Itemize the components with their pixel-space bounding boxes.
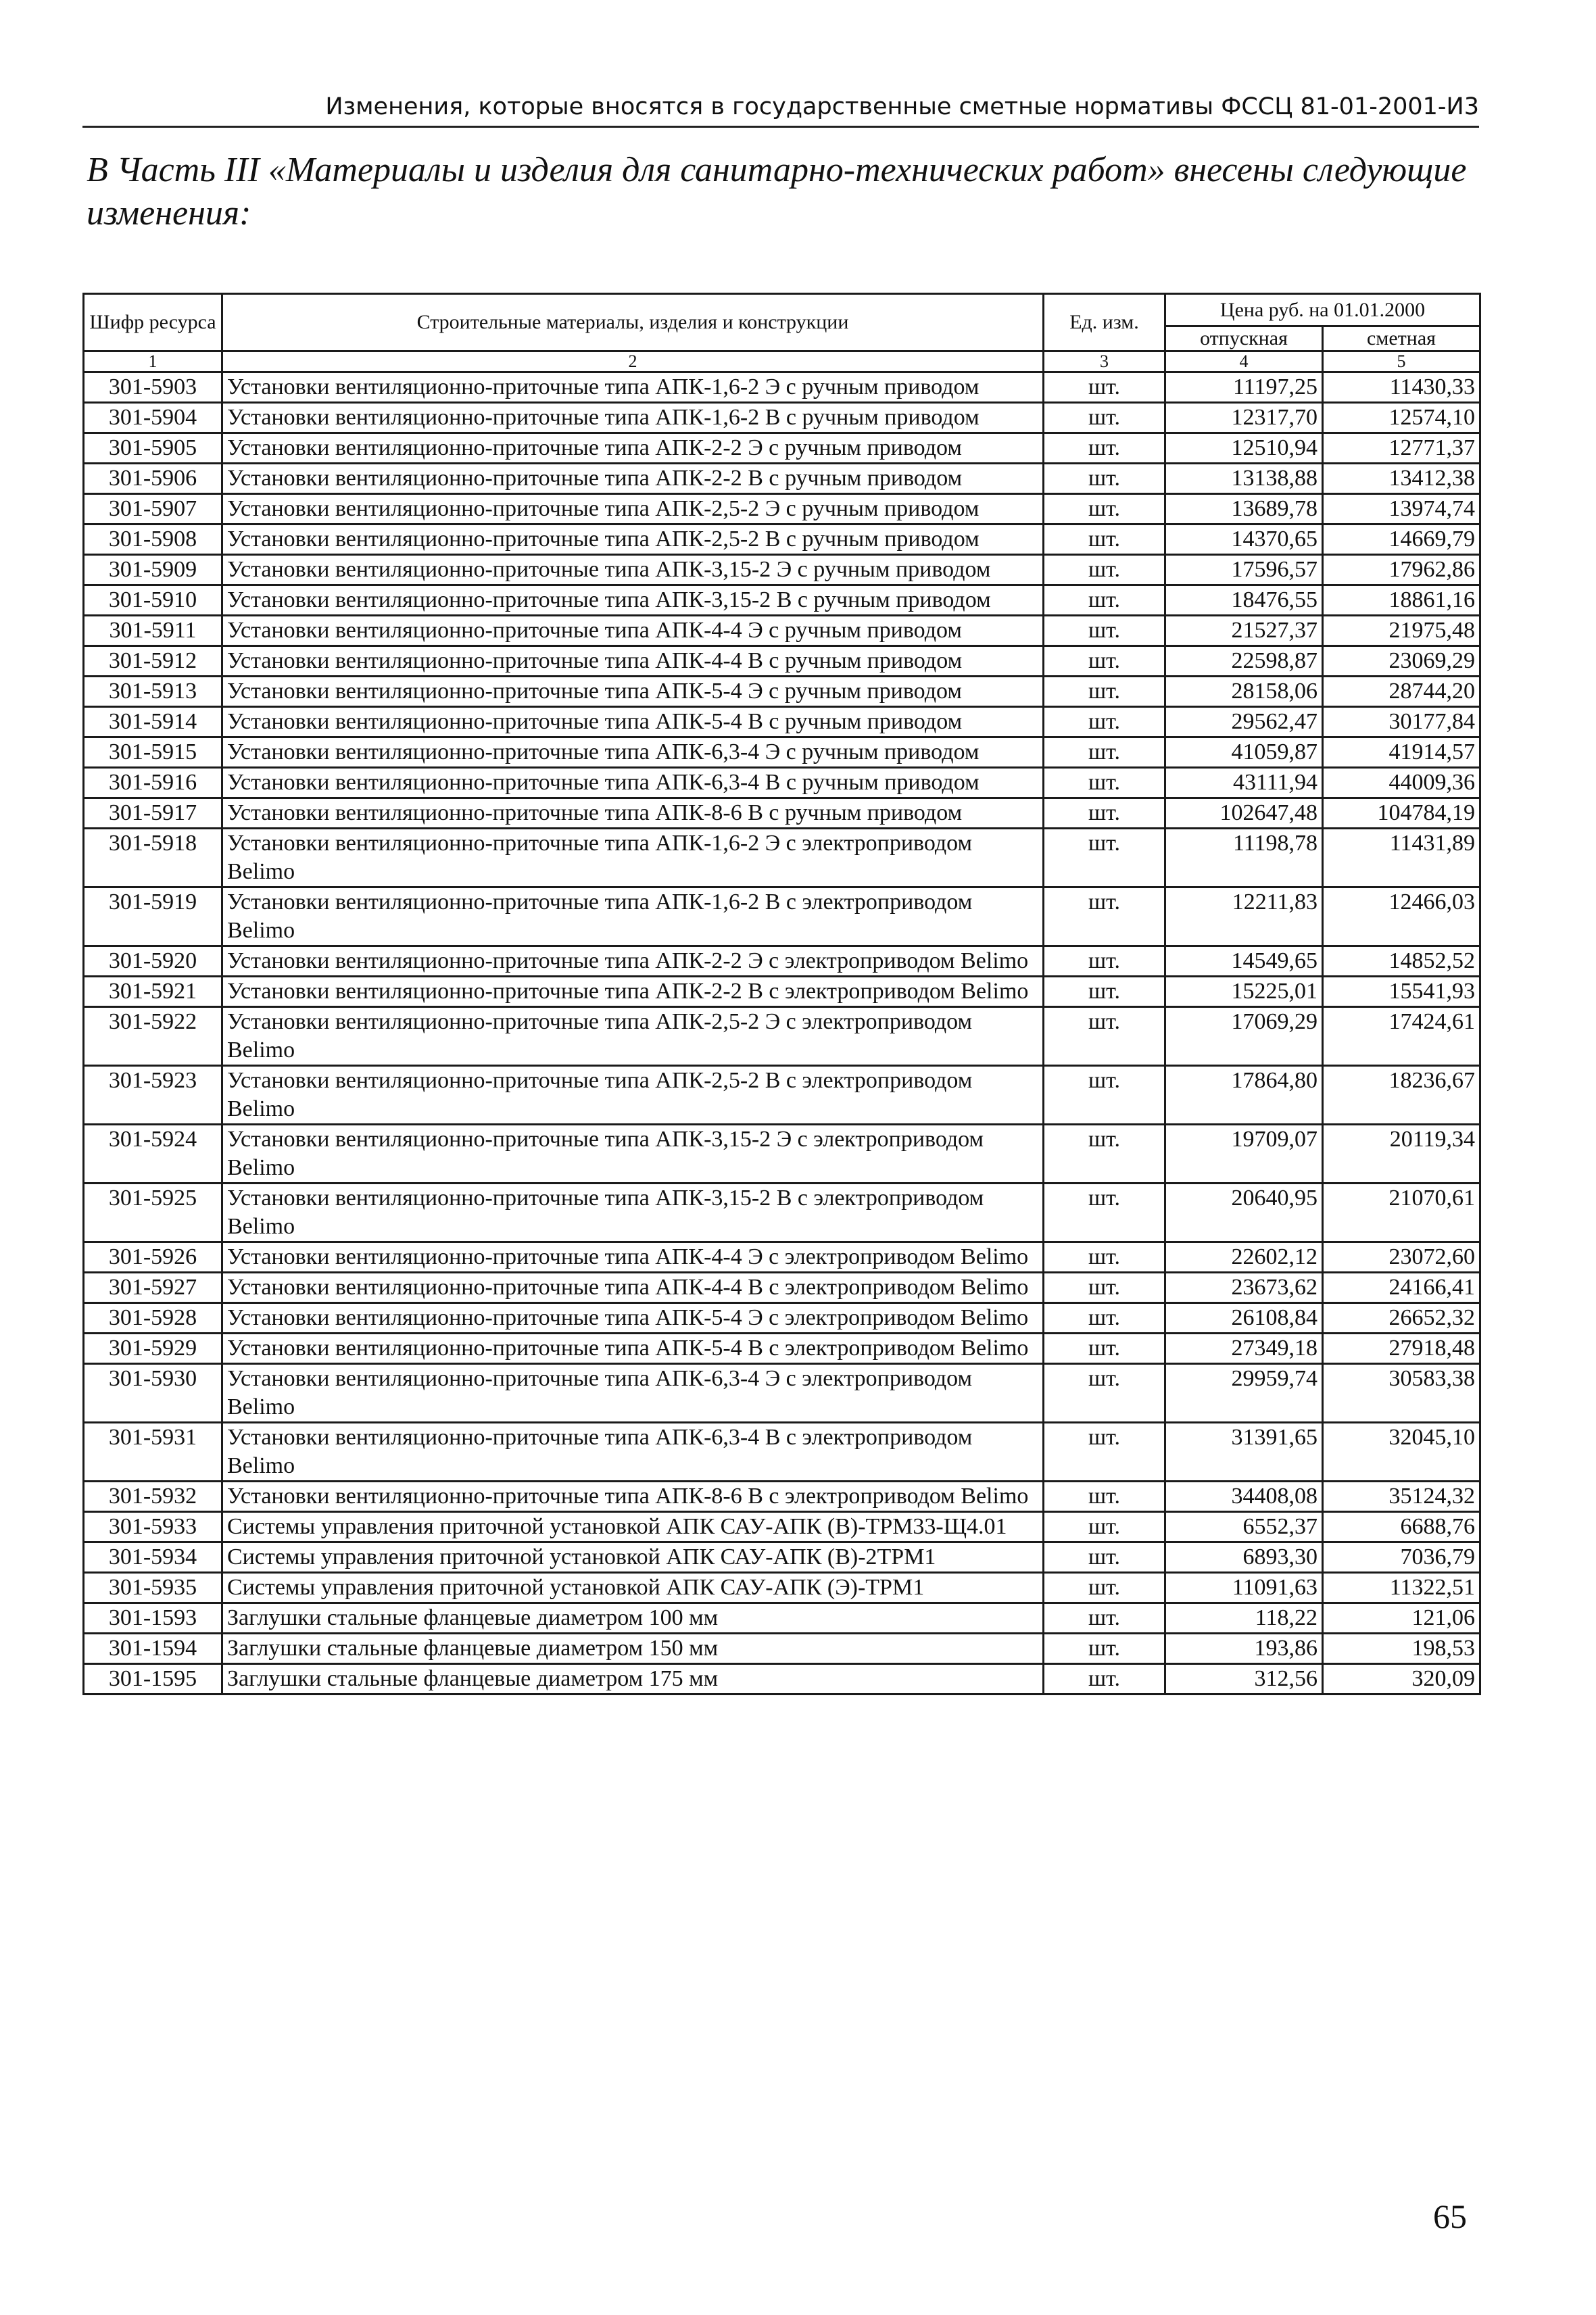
- table-row: [84, 946, 1480, 977]
- row-unit: шт.: [1044, 798, 1165, 829]
- row-code: 301-5920: [84, 946, 222, 977]
- row-price-release: 17069,29: [1165, 1007, 1323, 1066]
- row-unit: шт.: [1044, 1242, 1165, 1273]
- table-row: [84, 1603, 1480, 1634]
- row-name: Установки вентиляционно-приточные типа АПК-5-4 В с ручным приводом: [222, 707, 1044, 737]
- table-row: [84, 887, 1480, 946]
- materials-table: [82, 293, 1481, 1695]
- row-price-estimate: 13974,74: [1323, 494, 1480, 525]
- table-row: [84, 1573, 1480, 1603]
- row-price-release: 26108,84: [1165, 1303, 1323, 1334]
- row-price-release: 13138,88: [1165, 464, 1323, 494]
- row-price-estimate: 11430,33: [1323, 372, 1480, 403]
- row-price-release: 41059,87: [1165, 737, 1323, 768]
- row-name: Установки вентиляционно-приточные типа АПК-2,5-2 Э с ручным приводом: [222, 494, 1044, 525]
- row-name: Установки вентиляционно-приточные типа АПК-4-4 В с ручным приводом: [222, 646, 1044, 677]
- row-name: Системы управления приточной установкой АПК САУ-АПК (В)-2ТРМ1: [222, 1542, 1044, 1573]
- row-price-release: 11091,63: [1165, 1573, 1323, 1603]
- table-row: [84, 372, 1480, 403]
- col-number: 1: [84, 351, 222, 372]
- row-name: Установки вентиляционно-приточные типа АПК-3,15-2 В с электроприводом Belimo: [222, 1184, 1044, 1242]
- row-code: 301-5913: [84, 677, 222, 707]
- header-price-estimate: сметная: [1323, 326, 1480, 351]
- row-price-estimate: 44009,36: [1323, 768, 1480, 798]
- row-price-estimate: 35124,32: [1323, 1482, 1480, 1512]
- row-name: Системы управления приточной установкой АПК САУ-АПК (Э)-ТРМ1: [222, 1573, 1044, 1603]
- row-price-estimate: 13412,38: [1323, 464, 1480, 494]
- table-row: [84, 433, 1480, 464]
- table-row: [84, 555, 1480, 585]
- row-price-release: 27349,18: [1165, 1334, 1323, 1364]
- table-row: [84, 1242, 1480, 1273]
- row-price-release: 12510,94: [1165, 433, 1323, 464]
- row-code: 301-5909: [84, 555, 222, 585]
- table-row: [84, 464, 1480, 494]
- row-name: Установки вентиляционно-приточные типа АПК-6,3-4 Э с электроприводом Belimo: [222, 1364, 1044, 1423]
- row-code: 301-5923: [84, 1066, 222, 1125]
- row-price-estimate: 6688,76: [1323, 1512, 1480, 1542]
- row-code: 301-5931: [84, 1423, 222, 1482]
- page-header: Изменения, которые вносятся в государственные сметные нормативы ФССЦ 81-01-2001-И3: [82, 93, 1479, 128]
- row-code: 301-5925: [84, 1184, 222, 1242]
- row-price-release: 31391,65: [1165, 1423, 1323, 1482]
- row-price-estimate: 20119,34: [1323, 1125, 1480, 1184]
- col-number: 5: [1323, 351, 1480, 372]
- row-price-release: 11198,78: [1165, 829, 1323, 887]
- table-row: [84, 1125, 1480, 1184]
- row-unit: шт.: [1044, 1482, 1165, 1512]
- row-unit: шт.: [1044, 585, 1165, 616]
- row-code: 301-5932: [84, 1482, 222, 1512]
- row-code: 301-5919: [84, 887, 222, 946]
- row-code: 301-5928: [84, 1303, 222, 1334]
- row-name: Установки вентиляционно-приточные типа АПК-1,6-2 Э с ручным приводом: [222, 372, 1044, 403]
- table-row: [84, 1512, 1480, 1542]
- row-price-estimate: 17424,61: [1323, 1007, 1480, 1066]
- row-unit: шт.: [1044, 616, 1165, 646]
- row-code: 301-5930: [84, 1364, 222, 1423]
- row-price-release: 12211,83: [1165, 887, 1323, 946]
- table-row: [84, 1364, 1480, 1423]
- row-price-estimate: 104784,19: [1323, 798, 1480, 829]
- table-row: [84, 768, 1480, 798]
- row-code: 301-5924: [84, 1125, 222, 1184]
- page-number: 65: [1433, 2197, 1467, 2235]
- row-code: 301-1595: [84, 1664, 222, 1695]
- col-number: 4: [1165, 351, 1323, 372]
- row-unit: шт.: [1044, 1125, 1165, 1184]
- table-row: [84, 707, 1480, 737]
- intro-paragraph: В Часть III «Материалы и изделия для санитарно-технических работ» внесены следующие изменения:: [87, 151, 1467, 233]
- row-name: Установки вентиляционно-приточные типа АПК-1,6-2 Э с электроприводом Belimo: [222, 829, 1044, 887]
- table-row: [84, 616, 1480, 646]
- row-price-release: 17864,80: [1165, 1066, 1323, 1125]
- row-price-estimate: 198,53: [1323, 1634, 1480, 1664]
- table-row: [84, 798, 1480, 829]
- row-price-estimate: 14669,79: [1323, 525, 1480, 555]
- row-code: 301-5927: [84, 1273, 222, 1303]
- row-unit: шт.: [1044, 1573, 1165, 1603]
- table-row: [84, 1007, 1480, 1066]
- row-unit: шт.: [1044, 1334, 1165, 1364]
- table-row: [84, 1423, 1480, 1482]
- header-name: Строительные материалы, изделия и конструкции: [222, 294, 1044, 351]
- row-code: 301-5917: [84, 798, 222, 829]
- table-row: [84, 1482, 1480, 1512]
- row-code: 301-5912: [84, 646, 222, 677]
- table-row: [84, 677, 1480, 707]
- row-price-release: 6893,30: [1165, 1542, 1323, 1573]
- row-price-release: 14549,65: [1165, 946, 1323, 977]
- row-unit: шт.: [1044, 1542, 1165, 1573]
- row-code: 301-5904: [84, 403, 222, 433]
- row-name: Установки вентиляционно-приточные типа АПК-2-2 Э с ручным приводом: [222, 433, 1044, 464]
- row-name: Установки вентиляционно-приточные типа АПК-2-2 Э с электроприводом Belimo: [222, 946, 1044, 977]
- row-name: Установки вентиляционно-приточные типа АПК-4-4 В с электроприводом Belimo: [222, 1273, 1044, 1303]
- row-price-estimate: 27918,48: [1323, 1334, 1480, 1364]
- row-code: 301-5916: [84, 768, 222, 798]
- row-price-estimate: 14852,52: [1323, 946, 1480, 977]
- row-unit: шт.: [1044, 737, 1165, 768]
- row-price-release: 23673,62: [1165, 1273, 1323, 1303]
- row-price-estimate: 30177,84: [1323, 707, 1480, 737]
- row-name: Установки вентиляционно-приточные типа АПК-6,3-4 Э с ручным приводом: [222, 737, 1044, 768]
- table-row: [84, 1066, 1480, 1125]
- row-name: Установки вентиляционно-приточные типа АПК-4-4 Э с ручным приводом: [222, 616, 1044, 646]
- row-unit: шт.: [1044, 1303, 1165, 1334]
- row-price-release: 29562,47: [1165, 707, 1323, 737]
- table-row: [84, 1334, 1480, 1364]
- row-price-release: 28158,06: [1165, 677, 1323, 707]
- row-code: 301-5905: [84, 433, 222, 464]
- row-unit: шт.: [1044, 977, 1165, 1007]
- row-price-release: 14370,65: [1165, 525, 1323, 555]
- row-price-estimate: 12574,10: [1323, 403, 1480, 433]
- row-name: Установки вентиляционно-приточные типа АПК-2,5-2 В с ручным приводом: [222, 525, 1044, 555]
- header-price: Цена руб. на 01.01.2000: [1165, 294, 1480, 326]
- row-price-estimate: 320,09: [1323, 1664, 1480, 1695]
- row-name: Установки вентиляционно-приточные типа АПК-8-6 В с ручным приводом: [222, 798, 1044, 829]
- row-name: Установки вентиляционно-приточные типа АПК-4-4 Э с электроприводом Belimo: [222, 1242, 1044, 1273]
- row-name: Установки вентиляционно-приточные типа АПК-1,6-2 В с электроприводом Belimo: [222, 887, 1044, 946]
- row-price-estimate: 41914,57: [1323, 737, 1480, 768]
- table-row: [84, 1542, 1480, 1573]
- table-row: [84, 1273, 1480, 1303]
- row-name: Заглушки стальные фланцевые диаметром 150 мм: [222, 1634, 1044, 1664]
- row-name: Установки вентиляционно-приточные типа АПК-2,5-2 В с электроприводом Belimo: [222, 1066, 1044, 1125]
- table-row: [84, 829, 1480, 887]
- row-code: 301-5908: [84, 525, 222, 555]
- row-unit: шт.: [1044, 1007, 1165, 1066]
- table-row: [84, 1184, 1480, 1242]
- row-price-estimate: 18236,67: [1323, 1066, 1480, 1125]
- row-code: 301-5906: [84, 464, 222, 494]
- row-name: Установки вентиляционно-приточные типа АПК-2,5-2 Э с электроприводом Belimo: [222, 1007, 1044, 1066]
- table-row: [84, 977, 1480, 1007]
- row-price-estimate: 15541,93: [1323, 977, 1480, 1007]
- row-code: 301-1593: [84, 1603, 222, 1634]
- row-price-release: 312,56: [1165, 1664, 1323, 1695]
- table-row: [84, 737, 1480, 768]
- table-row: [84, 403, 1480, 433]
- row-code: 301-5926: [84, 1242, 222, 1273]
- row-price-estimate: 11431,89: [1323, 829, 1480, 887]
- row-unit: шт.: [1044, 372, 1165, 403]
- row-price-release: 13689,78: [1165, 494, 1323, 525]
- row-unit: шт.: [1044, 494, 1165, 525]
- table-row: [84, 494, 1480, 525]
- header-price-release: отпускная: [1165, 326, 1323, 351]
- row-name: Установки вентиляционно-приточные типа АПК-6,3-4 В с ручным приводом: [222, 768, 1044, 798]
- table-row: [84, 1664, 1480, 1695]
- row-code: 301-5907: [84, 494, 222, 525]
- row-name: Установки вентиляционно-приточные типа АПК-5-4 В с электроприводом Belimo: [222, 1334, 1044, 1364]
- row-name: Установки вентиляционно-приточные типа АПК-6,3-4 В с электроприводом Belimo: [222, 1423, 1044, 1482]
- row-code: 301-5903: [84, 372, 222, 403]
- row-unit: шт.: [1044, 829, 1165, 887]
- row-name: Установки вентиляционно-приточные типа АПК-2-2 В с ручным приводом: [222, 464, 1044, 494]
- row-unit: шт.: [1044, 946, 1165, 977]
- table-row: [84, 646, 1480, 677]
- row-unit: шт.: [1044, 1664, 1165, 1695]
- row-unit: шт.: [1044, 768, 1165, 798]
- row-price-release: 22602,12: [1165, 1242, 1323, 1273]
- row-name: Установки вентиляционно-приточные типа АПК-3,15-2 Э с электроприводом Belimo: [222, 1125, 1044, 1184]
- row-unit: шт.: [1044, 1066, 1165, 1125]
- row-price-release: 12317,70: [1165, 403, 1323, 433]
- row-code: 301-5935: [84, 1573, 222, 1603]
- row-price-release: 102647,48: [1165, 798, 1323, 829]
- row-name: Заглушки стальные фланцевые диаметром 175 мм: [222, 1664, 1044, 1695]
- row-price-estimate: 21070,61: [1323, 1184, 1480, 1242]
- row-price-release: 193,86: [1165, 1634, 1323, 1664]
- row-price-estimate: 23069,29: [1323, 646, 1480, 677]
- table-body: [84, 372, 1480, 1695]
- row-price-release: 20640,95: [1165, 1184, 1323, 1242]
- row-unit: шт.: [1044, 887, 1165, 946]
- row-price-release: 118,22: [1165, 1603, 1323, 1634]
- row-price-estimate: 18861,16: [1323, 585, 1480, 616]
- row-unit: шт.: [1044, 1364, 1165, 1423]
- row-price-estimate: 21975,48: [1323, 616, 1480, 646]
- row-unit: шт.: [1044, 525, 1165, 555]
- row-price-release: 29959,74: [1165, 1364, 1323, 1423]
- row-price-release: 22598,87: [1165, 646, 1323, 677]
- row-code: 301-5910: [84, 585, 222, 616]
- row-code: 301-5933: [84, 1512, 222, 1542]
- row-name: Установки вентиляционно-приточные типа АПК-3,15-2 В с ручным приводом: [222, 585, 1044, 616]
- row-price-release: 18476,55: [1165, 585, 1323, 616]
- row-code: 301-5918: [84, 829, 222, 887]
- row-price-release: 21527,37: [1165, 616, 1323, 646]
- row-price-release: 11197,25: [1165, 372, 1323, 403]
- row-price-estimate: 7036,79: [1323, 1542, 1480, 1573]
- row-price-release: 19709,07: [1165, 1125, 1323, 1184]
- row-unit: шт.: [1044, 1512, 1165, 1542]
- row-code: 301-5929: [84, 1334, 222, 1364]
- row-code: 301-5921: [84, 977, 222, 1007]
- row-unit: шт.: [1044, 1423, 1165, 1482]
- table-row: [84, 1303, 1480, 1334]
- header-unit: Ед. изм.: [1044, 294, 1165, 351]
- row-name: Заглушки стальные фланцевые диаметром 100 мм: [222, 1603, 1044, 1634]
- col-number: 2: [222, 351, 1044, 372]
- row-unit: шт.: [1044, 646, 1165, 677]
- row-name: Установки вентиляционно-приточные типа АПК-5-4 Э с ручным приводом: [222, 677, 1044, 707]
- row-price-release: 6552,37: [1165, 1512, 1323, 1542]
- row-unit: шт.: [1044, 707, 1165, 737]
- row-price-estimate: 12771,37: [1323, 433, 1480, 464]
- row-price-estimate: 11322,51: [1323, 1573, 1480, 1603]
- row-code: 301-1594: [84, 1634, 222, 1664]
- table-row: [84, 525, 1480, 555]
- row-unit: шт.: [1044, 433, 1165, 464]
- row-price-estimate: 30583,38: [1323, 1364, 1480, 1423]
- row-price-estimate: 24166,41: [1323, 1273, 1480, 1303]
- col-number: 3: [1044, 351, 1165, 372]
- row-name: Системы управления приточной установкой АПК САУ-АПК (В)-ТРМ33-Щ4.01: [222, 1512, 1044, 1542]
- row-price-estimate: 28744,20: [1323, 677, 1480, 707]
- row-price-release: 34408,08: [1165, 1482, 1323, 1512]
- row-name: Установки вентиляционно-приточные типа АПК-2-2 В с электроприводом Belimo: [222, 977, 1044, 1007]
- row-price-estimate: 26652,32: [1323, 1303, 1480, 1334]
- row-unit: шт.: [1044, 1273, 1165, 1303]
- row-code: 301-5915: [84, 737, 222, 768]
- row-unit: шт.: [1044, 1184, 1165, 1242]
- row-unit: шт.: [1044, 464, 1165, 494]
- row-unit: шт.: [1044, 677, 1165, 707]
- row-unit: шт.: [1044, 1603, 1165, 1634]
- row-price-release: 17596,57: [1165, 555, 1323, 585]
- row-code: 301-5922: [84, 1007, 222, 1066]
- row-code: 301-5911: [84, 616, 222, 646]
- table-row: [84, 585, 1480, 616]
- row-price-release: 43111,94: [1165, 768, 1323, 798]
- row-name: Установки вентиляционно-приточные типа АПК-1,6-2 В с ручным приводом: [222, 403, 1044, 433]
- header-code: Шифр ресурса: [84, 294, 222, 351]
- row-price-estimate: 121,06: [1323, 1603, 1480, 1634]
- row-price-release: 15225,01: [1165, 977, 1323, 1007]
- row-name: Установки вентиляционно-приточные типа АПК-8-6 В с электроприводом Belimo: [222, 1482, 1044, 1512]
- row-code: 301-5914: [84, 707, 222, 737]
- table-row: [84, 1634, 1480, 1664]
- row-price-estimate: 32045,10: [1323, 1423, 1480, 1482]
- row-unit: шт.: [1044, 403, 1165, 433]
- row-code: 301-5934: [84, 1542, 222, 1573]
- row-unit: шт.: [1044, 555, 1165, 585]
- row-name: Установки вентиляционно-приточные типа АПК-5-4 Э с электроприводом Belimo: [222, 1303, 1044, 1334]
- row-price-estimate: 23072,60: [1323, 1242, 1480, 1273]
- row-name: Установки вентиляционно-приточные типа АПК-3,15-2 Э с ручным приводом: [222, 555, 1044, 585]
- row-price-estimate: 17962,86: [1323, 555, 1480, 585]
- row-unit: шт.: [1044, 1634, 1165, 1664]
- row-price-estimate: 12466,03: [1323, 887, 1480, 946]
